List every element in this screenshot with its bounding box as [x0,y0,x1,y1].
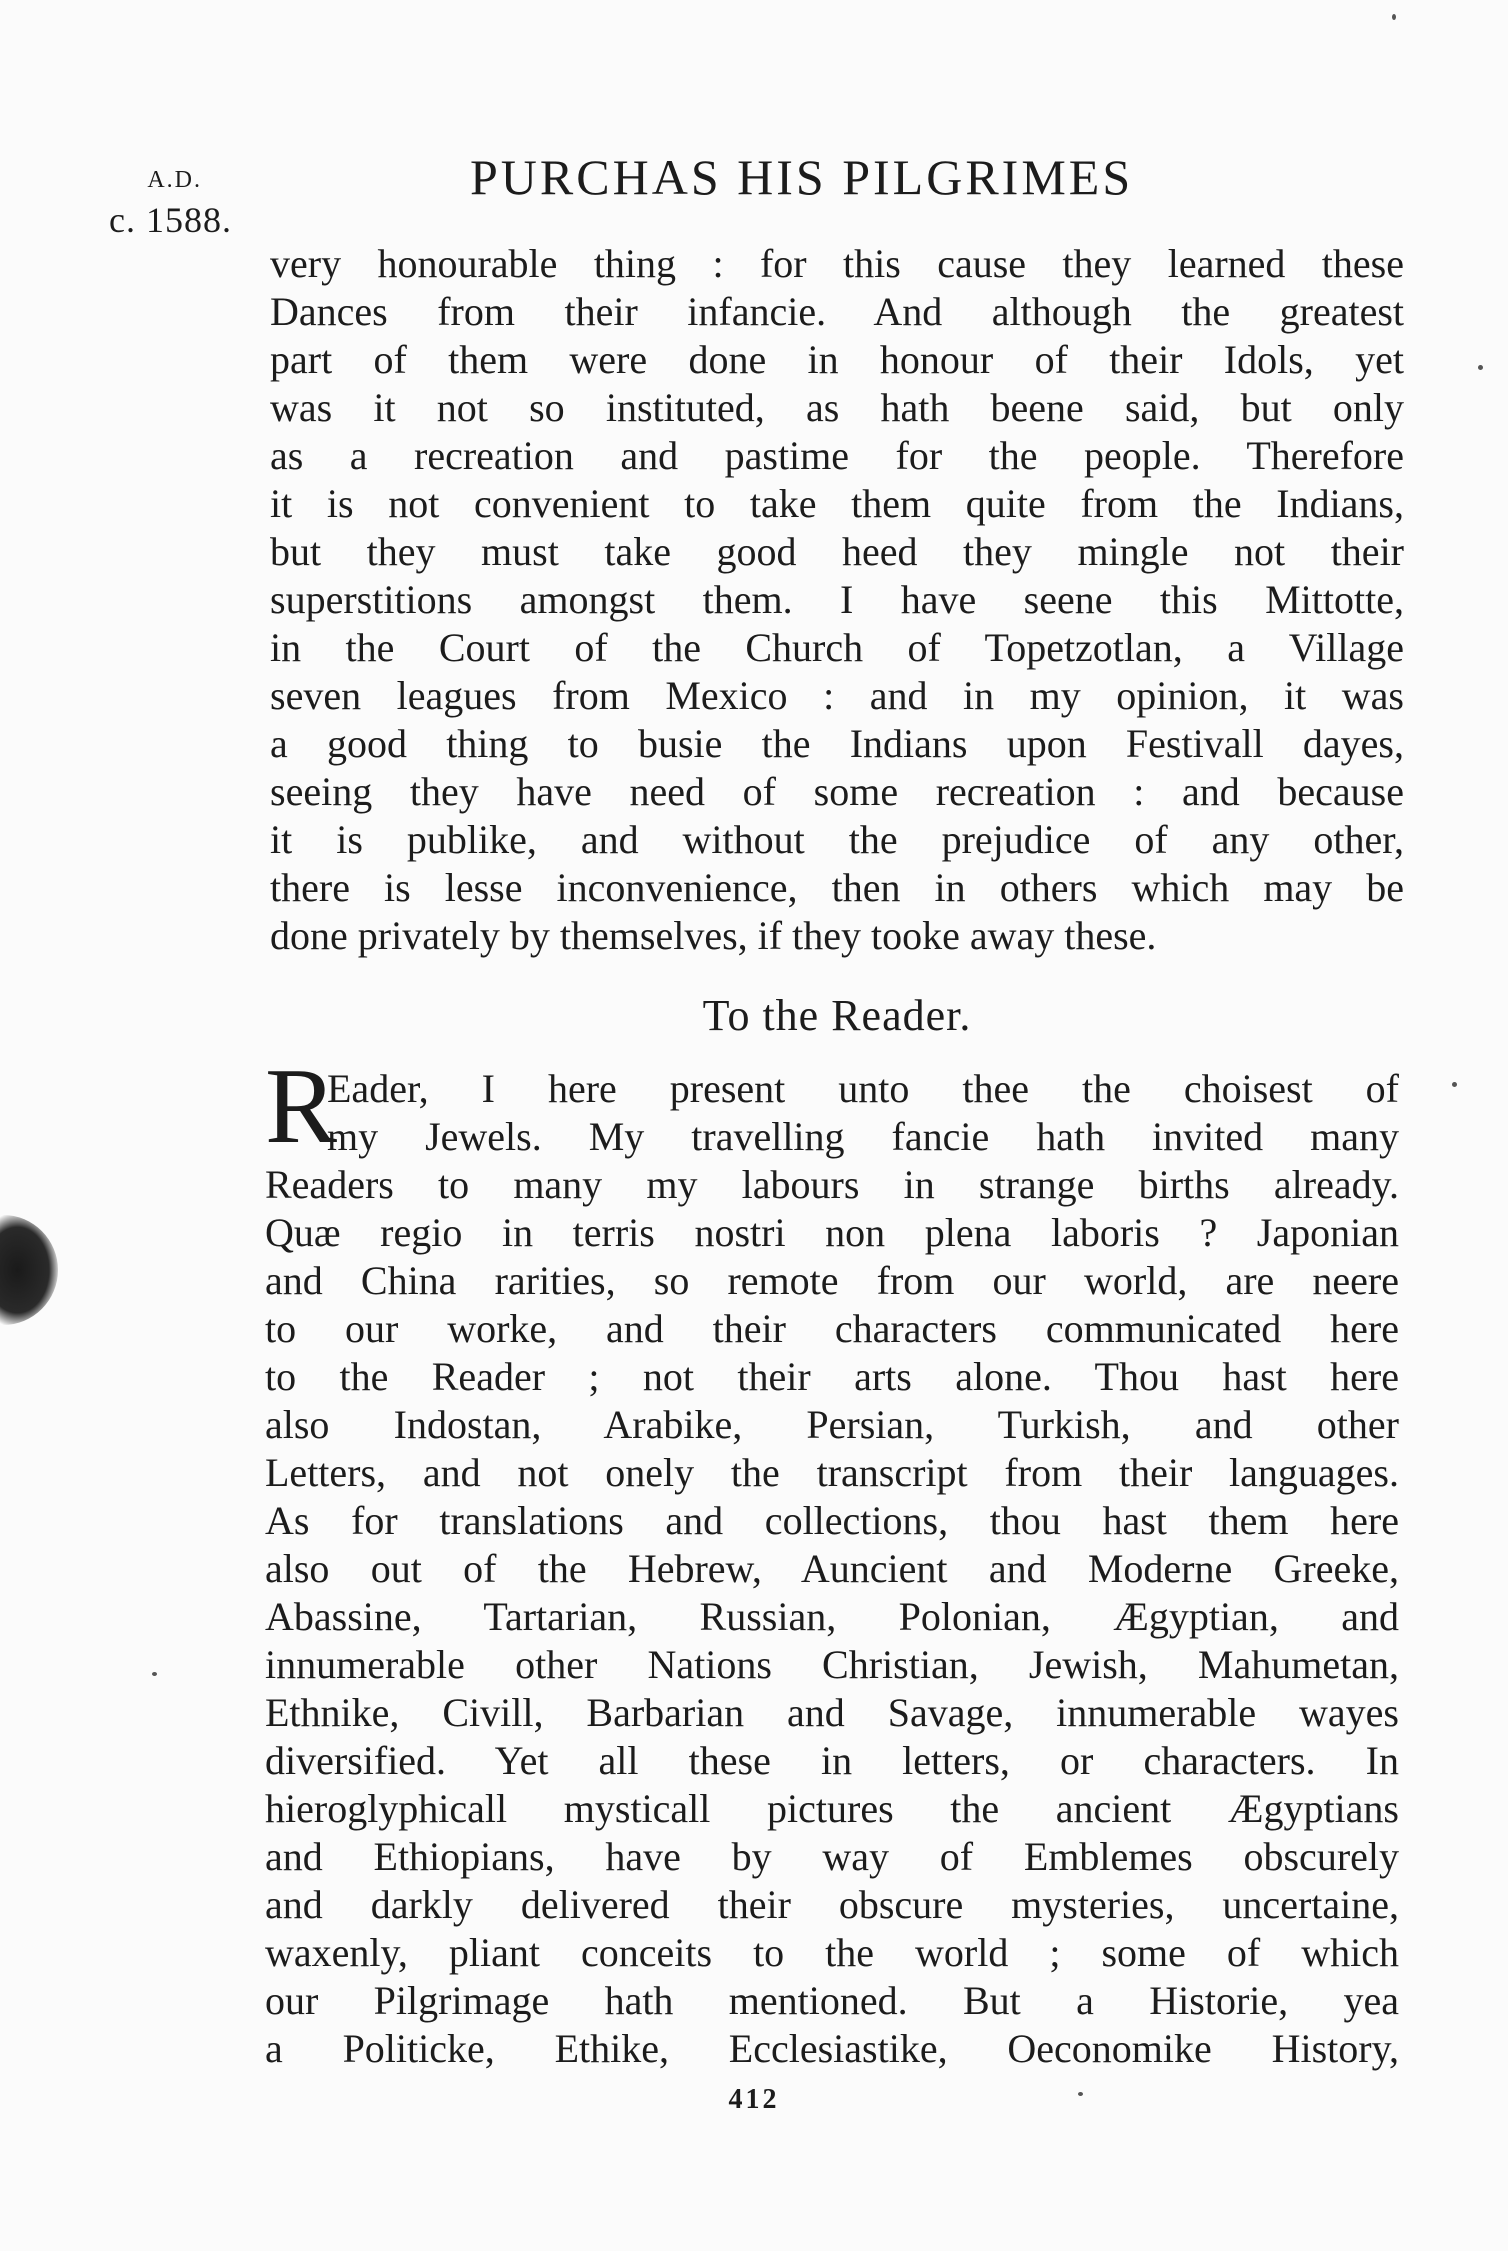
text-line: seeing they have need of some recreation : and because [270,769,1404,814]
text-line: and Ethiopians, have by way of Emblemes obscurely [265,1834,1399,1879]
text-line: my Jewels. My travelling fancie hath invited many [327,1114,1399,1159]
text-line: as a recreation and pastime for the people. Therefore [270,433,1404,478]
text-line: Abassine, Tartarian, Russian, Polonian, Ægyptian, and [265,1594,1399,1639]
scan-speck [1392,14,1396,20]
text-line: a Politicke, Ethike, Ecclesiastike, Oeconomike History, [265,2026,1399,2071]
scanner-thumb-shadow [0,1215,58,1325]
text-line: waxenly, pliant conceits to the world ; some of which [265,1930,1399,1975]
text-line: it is publike, and without the prejudice of any other, [270,817,1404,862]
text-line: very honourable thing : for this cause they learned these [270,241,1404,286]
text-line: but they must take good heed they mingle not their [270,529,1404,574]
scan-speck [1452,1082,1457,1087]
text-line: seven leagues from Mexico : and in my opinion, it was [270,673,1404,718]
text-line: Dances from their infancie. And although the greatest [270,289,1404,334]
text-line: also out of the Hebrew, Auncient and Moderne Greeke, [265,1546,1399,1591]
text-line: Quæ regio in terris nostri non plena laboris ? Japonian [265,1210,1399,1255]
running-head-title: PURCHAS HIS PILGRIMES [470,149,1134,205]
text-line: As for translations and collections, thou hast them here [265,1498,1399,1543]
text-line: Ethnike, Civill, Barbarian and Savage, innumerable wayes [265,1690,1399,1735]
text-line: superstitions amongst them. I have seene this Mittotte, [270,577,1404,622]
text-line: Readers to many my labours in strange births already. [265,1162,1399,1207]
body-paragraph [270,240,1404,960]
text-line: a good thing to busie the Indians upon Festivall dayes, [270,721,1404,766]
text-line: was it not so instituted, as hath beene said, but only [270,385,1404,430]
text-line: to the Reader ; not their arts alone. Thou hast here [265,1354,1399,1399]
scan-speck [152,1672,157,1676]
text-line: it is not convenient to take them quite from the Indians, [270,481,1404,526]
text-line: to our worke, and their characters communicated here [265,1306,1399,1351]
year-label: c. 1588. [109,200,232,240]
text-line: and darkly delivered their obscure mysteries, uncertaine, [265,1882,1399,1927]
text-line: done privately by themselves, if they tooke away these. [270,913,1157,958]
text-line: Eader, I here present unto thee the choisest of [327,1066,1399,1111]
text-line: part of them were done in honour of their Idols, yet [270,337,1404,382]
text-line: also Indostan, Arabike, Persian, Turkish, and other [265,1402,1399,1447]
text-line: in the Court of the Church of Topetzotlan, a Village [270,625,1404,670]
reader-paragraph [265,1047,1399,2073]
text-line: hieroglyphicall mysticall pictures the ancient Ægyptians [265,1786,1399,1831]
section-heading: To the Reader. [702,991,972,1040]
text-line: and China rarities, so remote from our world, are neere [265,1258,1399,1303]
margin-date [82,160,232,240]
text-line: our Pilgrimage hath mentioned. But a Historie, yea [265,1978,1399,2023]
scan-speck [1078,2092,1083,2096]
text-line: there is lesse inconvenience, then in others which may be [270,865,1404,910]
text-line: innumerable other Nations Christian, Jewish, Mahumetan, [265,1642,1399,1687]
ad-label: A.D. [147,167,202,193]
drop-cap: R [265,1047,338,1166]
scan-speck [1478,365,1483,370]
text-line: diversified. Yet all these in letters, or characters. In [265,1738,1399,1783]
text-line: Letters, and not onely the transcript from their languages. [265,1450,1399,1495]
page-number: 412 [728,2084,780,2115]
